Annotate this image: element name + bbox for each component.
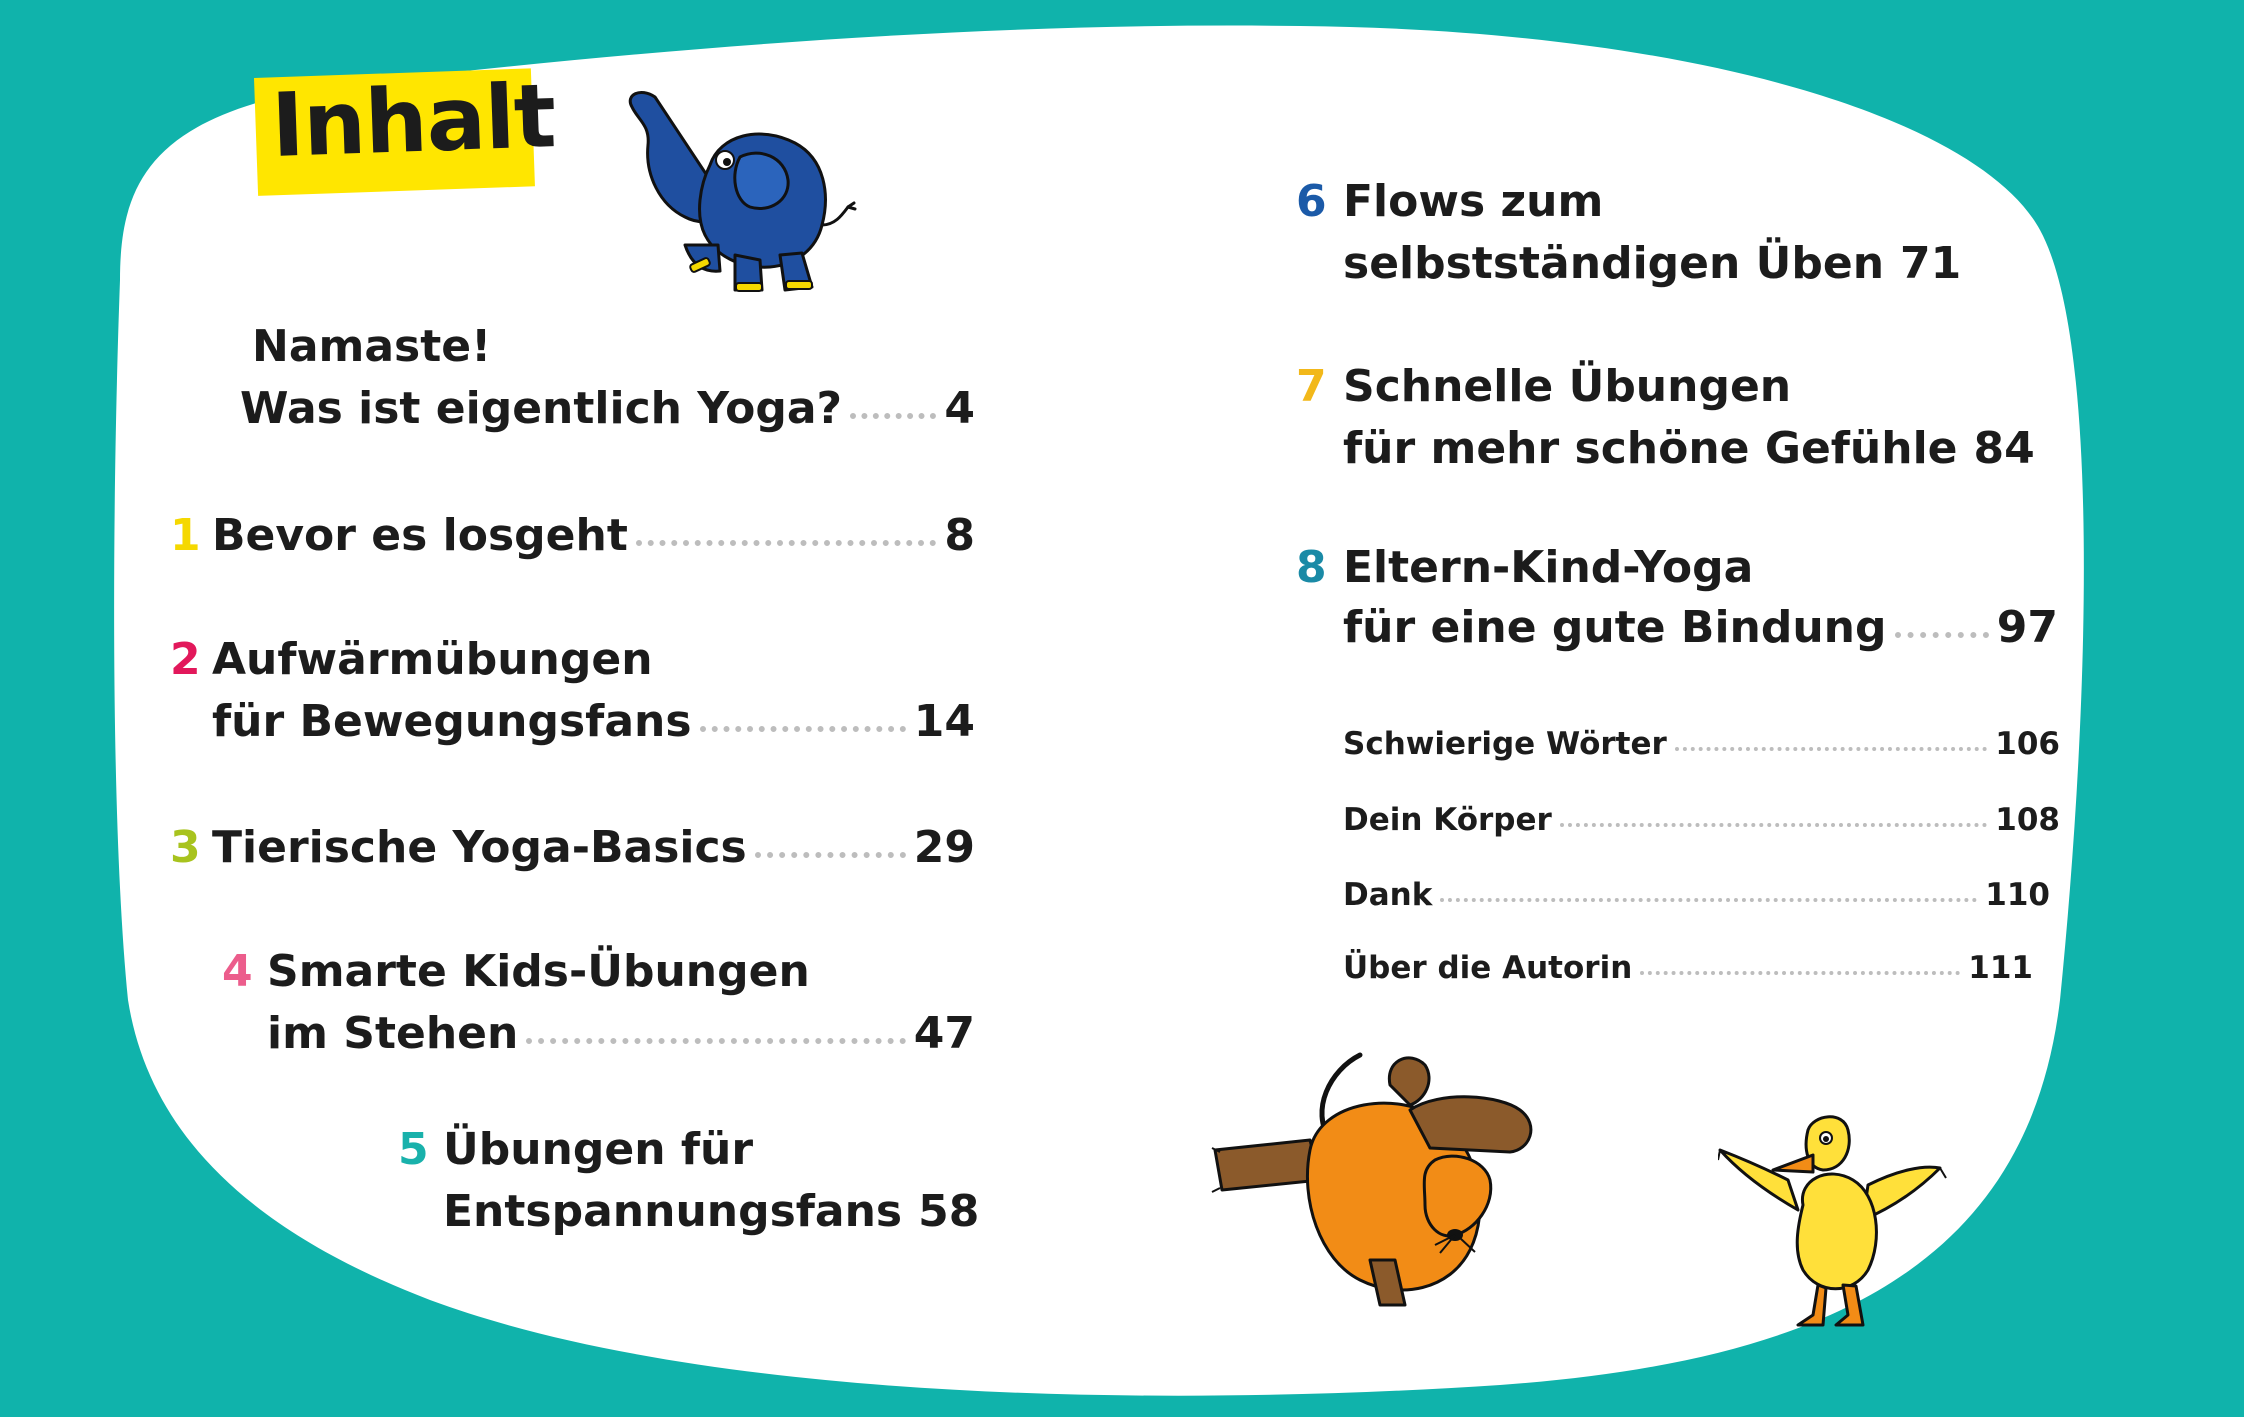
toc-entry-chapter-3[interactable] xyxy=(170,822,975,886)
toc-entry-title: Bevor es losgeht xyxy=(212,510,628,561)
toc-appendix-entry[interactable] xyxy=(1343,877,2050,920)
page-number: 106 xyxy=(1995,726,2060,762)
page-number: 111 xyxy=(1968,950,2033,986)
chapter-number: 4 xyxy=(222,946,253,997)
chapter-number: 2 xyxy=(170,634,201,685)
toc-entry-title-line2: für Bewegungsfans xyxy=(212,696,692,747)
toc-entry-chapter-5[interactable] xyxy=(398,1124,980,1248)
leader-dots xyxy=(1560,823,1987,827)
toc-entry-title-line2: für eine gute Bindung xyxy=(1343,602,1887,653)
chapter-number: 1 xyxy=(170,510,201,561)
duck-icon xyxy=(1718,1110,1948,1335)
page-number: 8 xyxy=(944,510,975,561)
toc-entry-chapter-7[interactable] xyxy=(1296,361,2035,485)
toc-entry-title-line2: Was ist eigentlich Yoga? xyxy=(240,383,843,434)
chapter-number: 3 xyxy=(170,822,201,873)
toc-entry-chapter-2[interactable] xyxy=(170,634,975,758)
page-number: 14 xyxy=(913,696,975,747)
toc-entry-chapter-4[interactable] xyxy=(222,946,975,1070)
leader-dots xyxy=(636,540,937,546)
toc-entry-title-line1: Schnelle Übungen xyxy=(1343,361,1792,412)
chapter-number: 8 xyxy=(1296,542,1327,593)
leader-dots xyxy=(1895,632,1989,638)
toc-entry-title-line1: Übungen für xyxy=(443,1124,754,1175)
leader-dots xyxy=(1640,971,1960,975)
leader-dots xyxy=(1440,898,1977,902)
toc-entry-title-line1: Aufwärmübungen xyxy=(212,634,653,685)
toc-appendix-entry[interactable] xyxy=(1343,950,2033,993)
leader-dots xyxy=(700,726,906,732)
toc-appendix-entry[interactable] xyxy=(1343,726,2060,769)
chapter-number: 7 xyxy=(1296,361,1327,412)
elephant-icon xyxy=(590,85,870,325)
page-number: 29 xyxy=(913,822,975,873)
toc-entry-title-line2: für mehr schöne Gefühle xyxy=(1343,423,1958,474)
page-number: 58 xyxy=(918,1186,980,1237)
toc-entry-title: Tierische Yoga-Basics xyxy=(212,822,747,873)
toc-entry-intro[interactable] xyxy=(240,321,975,445)
toc-entry-title-line2: im Stehen xyxy=(267,1008,519,1059)
page-number: 4 xyxy=(944,383,975,434)
toc-appendix-title: Schwierige Wörter xyxy=(1343,726,1667,762)
toc-entry-chapter-1[interactable] xyxy=(170,510,975,574)
leader-dots xyxy=(526,1038,905,1044)
toc-entry-chapter-8[interactable] xyxy=(1296,542,2058,666)
toc-entry-title-line1: Flows zum xyxy=(1343,176,1604,227)
leader-dots xyxy=(755,852,906,858)
page-number: 47 xyxy=(913,1008,975,1059)
toc-appendix-entry[interactable] xyxy=(1343,802,2060,845)
leader-dots xyxy=(850,413,936,419)
page-number: 97 xyxy=(1996,602,2058,653)
toc-appendix-title: Dein Körper xyxy=(1343,802,1552,838)
toc-entry-title-line1: Namaste! xyxy=(252,321,492,372)
page-number: 71 xyxy=(1900,238,1962,289)
toc-appendix-title: Über die Autorin xyxy=(1343,950,1633,986)
toc-entry-title-line1: Smarte Kids-Übungen xyxy=(267,946,810,997)
toc-entry-title-line2: selbstständigen Üben xyxy=(1343,238,1885,289)
toc-entry-chapter-6[interactable] xyxy=(1296,176,1962,300)
toc-appendix-title: Dank xyxy=(1343,877,1433,913)
chapter-number: 6 xyxy=(1296,176,1327,227)
chapter-number: 5 xyxy=(398,1124,429,1175)
page-number: 110 xyxy=(1985,877,2050,913)
toc-entry-title-line1: Eltern-Kind-Yoga xyxy=(1343,542,1754,593)
page-number: 84 xyxy=(1973,423,2035,474)
page-number: 108 xyxy=(1995,802,2060,838)
toc-entry-title-line2: Entspannungsfans xyxy=(443,1186,903,1237)
mouse-icon xyxy=(1210,1040,1570,1310)
page-title: Inhalt xyxy=(269,64,557,177)
leader-dots xyxy=(1675,747,1987,751)
